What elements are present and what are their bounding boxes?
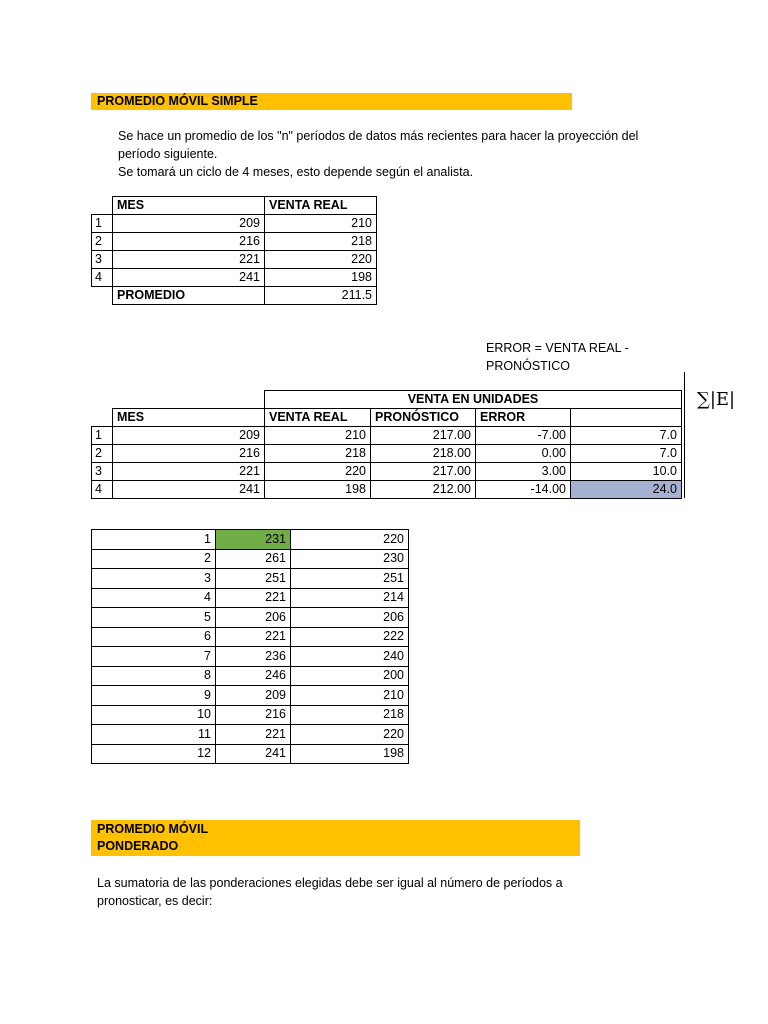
table-row xyxy=(92,725,409,745)
period-index: 8 xyxy=(92,666,216,686)
table-row xyxy=(92,445,682,463)
table-row xyxy=(92,627,409,647)
error-value: 0.00 xyxy=(476,445,571,463)
value-a: 206 xyxy=(216,608,291,628)
venta-real-value: 218 xyxy=(265,445,371,463)
row-index: 3 xyxy=(92,251,113,269)
error-value: -7.00 xyxy=(476,427,571,445)
intro-paragraph xyxy=(118,127,678,181)
section-title-weighted xyxy=(91,820,580,856)
col-header-abs-error xyxy=(571,409,682,427)
total-abs-error: 24.0 xyxy=(571,481,682,499)
value-b: 200 xyxy=(291,666,409,686)
table-row xyxy=(92,744,409,764)
average-value: 211.5 xyxy=(265,287,377,305)
row-index: 3 xyxy=(92,463,113,481)
period-index: 3 xyxy=(92,569,216,589)
col-header-mes: MES xyxy=(113,409,265,427)
venta-real-value: 220 xyxy=(265,463,371,481)
cumulative-abs-error: 10.0 xyxy=(571,463,682,481)
venta-real-value: 210 xyxy=(265,427,371,445)
venta-real-value: 198 xyxy=(265,481,371,499)
mes-value: 209 xyxy=(113,427,265,445)
row-index: 4 xyxy=(92,269,113,287)
cumulative-abs-error: 7.0 xyxy=(571,445,682,463)
period-index: 6 xyxy=(92,627,216,647)
value-a: 236 xyxy=(216,647,291,667)
col-header-pronostico: PRONÓSTICO xyxy=(371,409,476,427)
average-row xyxy=(92,287,377,305)
period-index: 7 xyxy=(92,647,216,667)
period-index: 2 xyxy=(92,549,216,569)
mes-value: 221 xyxy=(113,251,265,269)
table-row xyxy=(92,569,409,589)
value-b: 210 xyxy=(291,686,409,706)
value-a: 231 xyxy=(216,530,291,550)
pronostico-value: 217.00 xyxy=(371,463,476,481)
value-b: 214 xyxy=(291,588,409,608)
table-row xyxy=(92,427,682,445)
table-row xyxy=(92,686,409,706)
mes-value: 241 xyxy=(113,269,265,287)
table-row xyxy=(92,549,409,569)
divider-line xyxy=(684,372,685,498)
table-row xyxy=(92,705,409,725)
value-b: 198 xyxy=(291,744,409,764)
table-row xyxy=(92,215,377,233)
intro-line-1: Se hace un promedio de los "n" períodos de datos más recientes para hacer la proyección del xyxy=(118,129,639,143)
value-b: 220 xyxy=(291,725,409,745)
value-a: 246 xyxy=(216,666,291,686)
period-index: 12 xyxy=(92,744,216,764)
row-index: 1 xyxy=(92,215,113,233)
row-index: 2 xyxy=(92,233,113,251)
error-formula-note xyxy=(486,339,656,375)
group-header-venta-unidades: VENTA EN UNIDADES xyxy=(265,391,682,409)
error-value: 3.00 xyxy=(476,463,571,481)
col-header-venta-real: VENTA REAL xyxy=(265,409,371,427)
mes-value: 216 xyxy=(113,445,265,463)
value-a: 209 xyxy=(216,686,291,706)
pronostico-value: 212.00 xyxy=(371,481,476,499)
simple-average-table xyxy=(91,196,377,305)
weighted-paragraph xyxy=(97,874,657,910)
error-table xyxy=(91,390,682,499)
table-row xyxy=(92,530,409,550)
mes-value: 216 xyxy=(113,233,265,251)
venta-real-value: 218 xyxy=(265,233,377,251)
blank-cell xyxy=(92,287,113,305)
intro-line-3: Se tomará un ciclo de 4 meses, esto depende según el analista. xyxy=(118,165,474,179)
venta-real-value: 220 xyxy=(265,251,377,269)
mes-value: 221 xyxy=(113,463,265,481)
period-index: 9 xyxy=(92,686,216,706)
value-a: 261 xyxy=(216,549,291,569)
table-row xyxy=(92,647,409,667)
blank-cell xyxy=(92,391,113,409)
value-a: 251 xyxy=(216,569,291,589)
section-title-simple: PROMEDIO MÓVIL SIMPLE xyxy=(91,93,572,110)
table-row xyxy=(92,666,409,686)
blank-cell xyxy=(92,409,113,427)
venta-real-value: 210 xyxy=(265,215,377,233)
row-index: 1 xyxy=(92,427,113,445)
table-row xyxy=(92,233,377,251)
value-a: 221 xyxy=(216,725,291,745)
value-b: 240 xyxy=(291,647,409,667)
group-header-row xyxy=(92,391,682,409)
section-title-line-1: PROMEDIO MÓVIL xyxy=(97,822,209,836)
cumulative-abs-error: 7.0 xyxy=(571,427,682,445)
mes-value: 241 xyxy=(113,481,265,499)
period-index: 5 xyxy=(92,608,216,628)
weighted-line-2: pronosticar, es decir: xyxy=(97,894,213,908)
table-row xyxy=(92,269,377,287)
table-row xyxy=(92,463,682,481)
value-b: 251 xyxy=(291,569,409,589)
weighted-line-1: La sumatoria de las ponderaciones elegidas debe ser igual al número de períodos a xyxy=(97,876,563,890)
venta-real-value: 198 xyxy=(265,269,377,287)
period-index: 10 xyxy=(92,705,216,725)
table-row xyxy=(92,251,377,269)
value-a: 241 xyxy=(216,744,291,764)
col-header-error: ERROR xyxy=(476,409,571,427)
blank-cell xyxy=(92,197,113,215)
col-header-venta-real: VENTA REAL xyxy=(265,197,377,215)
table-header-row xyxy=(92,197,377,215)
average-label: PROMEDIO xyxy=(113,287,265,305)
value-b: 218 xyxy=(291,705,409,725)
value-b: 206 xyxy=(291,608,409,628)
section-title-line-2: PONDERADO xyxy=(97,839,179,853)
table-row xyxy=(92,588,409,608)
data-table xyxy=(91,529,409,764)
intro-line-2: período siguiente. xyxy=(118,147,218,161)
period-index: 4 xyxy=(92,588,216,608)
pronostico-value: 218.00 xyxy=(371,445,476,463)
period-index: 11 xyxy=(92,725,216,745)
value-b: 230 xyxy=(291,549,409,569)
table-row xyxy=(92,481,682,499)
error-note-line-1: ERROR = VENTA REAL - xyxy=(486,341,629,355)
blank-cell xyxy=(113,391,265,409)
pronostico-value: 217.00 xyxy=(371,427,476,445)
error-value: -14.00 xyxy=(476,481,571,499)
error-note-line-2: PRONÓSTICO xyxy=(486,359,571,373)
sum-abs-error-label: ∑|E| xyxy=(697,389,736,410)
table-row xyxy=(92,608,409,628)
row-index: 4 xyxy=(92,481,113,499)
value-a: 221 xyxy=(216,588,291,608)
value-a: 221 xyxy=(216,627,291,647)
value-a: 216 xyxy=(216,705,291,725)
table-header-row xyxy=(92,409,682,427)
value-b: 220 xyxy=(291,530,409,550)
period-index: 1 xyxy=(92,530,216,550)
value-b: 222 xyxy=(291,627,409,647)
row-index: 2 xyxy=(92,445,113,463)
mes-value: 209 xyxy=(113,215,265,233)
col-header-mes: MES xyxy=(113,197,265,215)
